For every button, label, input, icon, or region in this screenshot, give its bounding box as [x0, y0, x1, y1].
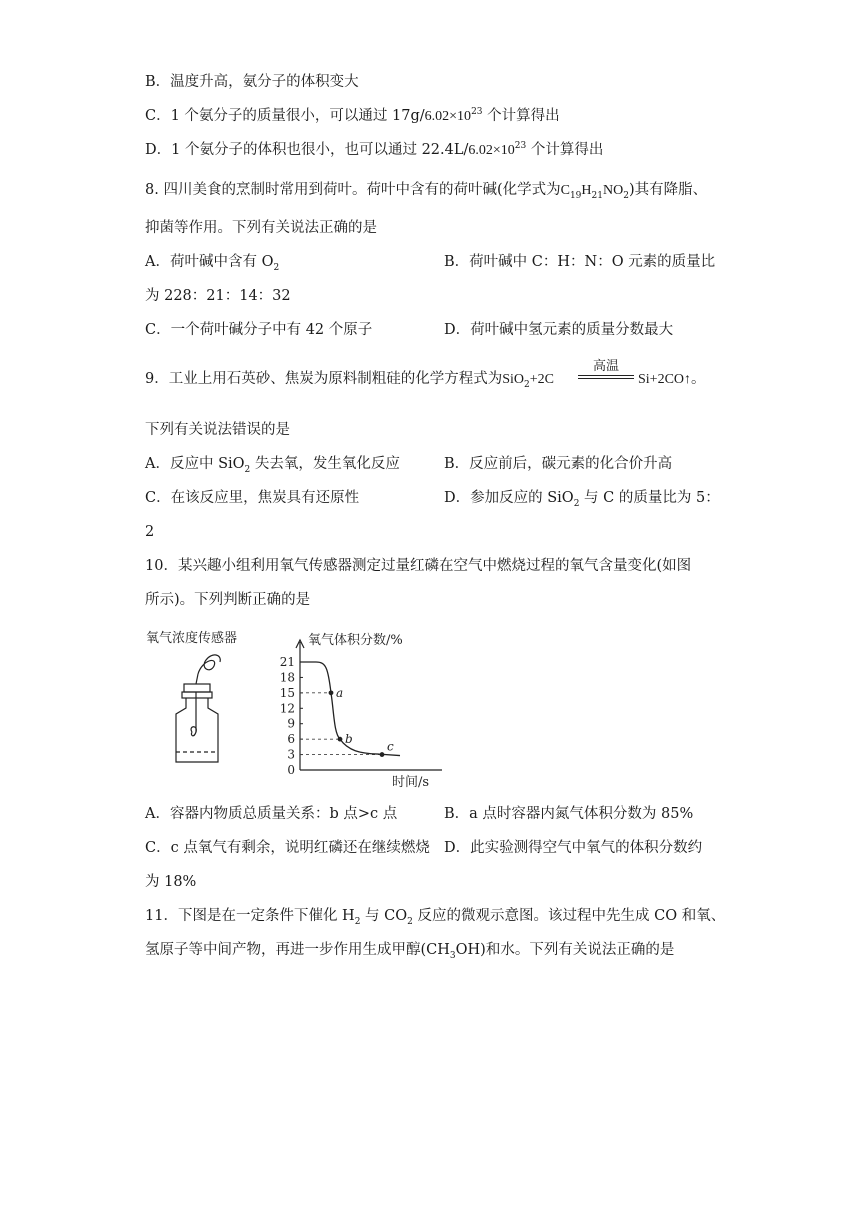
- y-tick-label: 3: [287, 747, 295, 762]
- q7-option-b: B．温度升高，氨分子的体积变大: [145, 74, 359, 90]
- point-label-a: a: [336, 685, 344, 700]
- q10-option-a: A．容器内物质总质量关系：b 点>c 点: [145, 806, 398, 822]
- data-points: [329, 686, 394, 757]
- guide-lines: [300, 693, 382, 755]
- q9-equation-right: Si+2CO↑。: [638, 371, 706, 387]
- q10-option-d: D．此实验测得空气中氧气的体积分数约: [444, 840, 703, 856]
- x-axis-label: 时间/s: [392, 775, 430, 790]
- q9-option-d: D．参加反应的 SiO$_2$ 与 C 的质量比为 5：: [444, 490, 720, 509]
- q10-option-c: C．c 点氧气有剩余，说明红磷还在继续燃烧: [145, 840, 430, 856]
- q8-option-b: B．荷叶碱中 C：H：N：O 元素的质量比: [444, 254, 716, 270]
- q10-stem-cont: 所示)。下列判断正确的是: [145, 592, 311, 608]
- q10-stem: 10．某兴趣小组利用氧气传感器测定过量红磷在空气中燃烧过程的氧气含量变化(如图: [145, 558, 692, 574]
- figure-svg: [140, 622, 450, 790]
- chart-axes: [296, 640, 442, 770]
- q8-option-b-cont: 为 228：21：14：32: [145, 288, 291, 304]
- y-tick-label: 0: [287, 763, 295, 777]
- y-tick-label: 15: [279, 685, 295, 700]
- y-axis-label: 氧气体积分数/%: [308, 633, 403, 648]
- point-label-c: c: [387, 739, 394, 754]
- q9-option-a: A．反应中 SiO$_2$ 失去氧，发生氧化反应: [145, 456, 400, 475]
- q7-option-c: C．1 个氨分子的质量很小，可以通过 $17g/6.02\times 10^{23}$ 个计算得出: [145, 107, 560, 124]
- y-tick-label: 18: [279, 670, 295, 685]
- point-b: [338, 737, 343, 742]
- y-tick-label: 9: [287, 716, 295, 731]
- q9-stem-cont: 下列有关说法错误的是: [145, 422, 290, 438]
- q8-stem-cont: 抑菌等作用。下列有关说法正确的是: [145, 220, 377, 236]
- q10-option-b: B．a 点时容器内氮气体积分数为 85%: [444, 806, 694, 822]
- q8-stem: 8. 四川美食的烹制时常用到荷叶。荷叶中含有的荷叶碱(化学式为$C_{19}H_{21}NO_2$)其有降脂、: [145, 182, 708, 201]
- point-c: [380, 752, 385, 757]
- q9-option-b: B．反应前后，碳元素的化合价升高: [444, 456, 673, 472]
- point-label-b: b: [345, 732, 353, 747]
- q8-option-a: A．荷叶碱中含有 $O_2$: [145, 254, 280, 273]
- q7-option-d: D．1 个氨分子的体积也很小，也可以通过 $22.4L/6.02\times 10^{23}$ 个计算得出: [145, 141, 604, 158]
- y-tick-label: 6: [287, 732, 295, 747]
- reaction-condition: 高温: [578, 357, 634, 387]
- point-a: [329, 690, 334, 695]
- oxygen-sensor-figure: [140, 622, 450, 790]
- q9-option-d-cont: 2: [145, 524, 155, 540]
- q9-option-c: C．在该反应里，焦炭具有还原性: [145, 490, 360, 506]
- q10-option-d-cont: 为 18%: [145, 874, 197, 890]
- y-tick-label: 21: [279, 655, 295, 669]
- y-tick-label: 12: [279, 701, 295, 716]
- q11-stem: 11．下图是在一定条件下催化 $H_2$ 与 $CO_2$ 反应的微观示意图。该过程中先生成 CO 和氧、: [145, 908, 726, 927]
- q11-stem-cont: 氢原子等中间产物，再进一步作用生成甲醇$(CH_3OH)$和水。下列有关说法正确的是: [145, 942, 675, 961]
- q8-option-d: D．荷叶碱中氢元素的质量分数最大: [444, 322, 674, 338]
- sensor-label: 氧气浓度传感器: [146, 631, 238, 646]
- q8-option-c: C．一个荷叶碱分子中有 42 个原子: [145, 322, 373, 338]
- bottle-apparatus-icon: [176, 655, 220, 762]
- q9-stem: 9．工业上用石英砂、焦炭为原料制粗硅的化学方程式为SiO$_2$+2C: [145, 371, 554, 390]
